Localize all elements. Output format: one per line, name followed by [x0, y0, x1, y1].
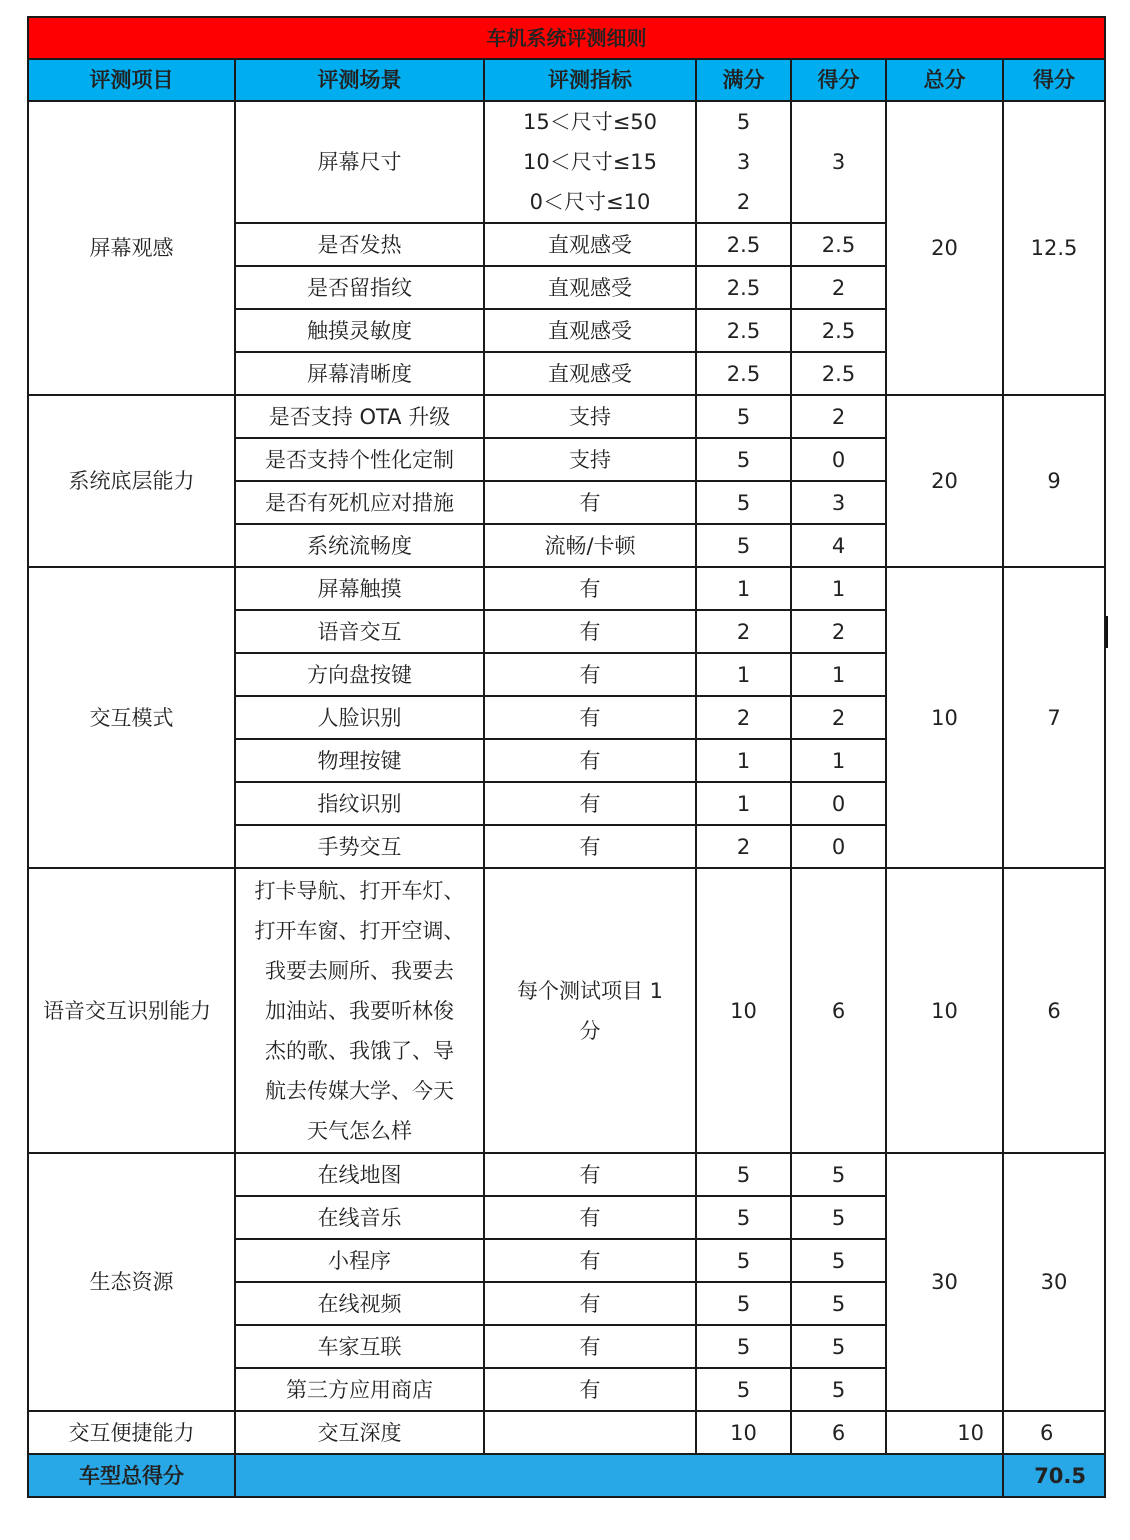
- header-category: 评测项目: [28, 59, 235, 101]
- full-score-cell: 10: [696, 868, 791, 1153]
- indicator-cell: 有: [484, 1239, 696, 1282]
- category-cell: 屏幕观感: [28, 101, 235, 395]
- table-row: [28, 868, 1105, 1153]
- table-row: [28, 101, 1105, 223]
- category-cell: 交互模式: [28, 567, 235, 868]
- group-total-cell: 20: [886, 101, 1003, 395]
- full-score-cell: 10: [696, 1411, 791, 1454]
- full-score-cell: 2: [696, 825, 791, 868]
- indicator-cell: 直观感受: [484, 266, 696, 309]
- evaluation-table: [27, 16, 1106, 1498]
- score-cell: 3: [791, 481, 886, 524]
- scene-line: 打开车窗、打开空调、: [254, 918, 465, 943]
- indicator-line: 0＜尺寸≤10: [529, 190, 651, 214]
- full-score-cell: 2: [696, 610, 791, 653]
- full-score-cell: 5: [696, 1153, 791, 1196]
- scene-cell: 语音交互: [235, 610, 484, 653]
- score-cell: 4: [791, 524, 886, 567]
- full-score-cell: 5: [696, 1239, 791, 1282]
- category-cell: 交互便捷能力: [28, 1411, 235, 1454]
- indicator-cell: 有: [484, 782, 696, 825]
- full-score-cell: 2: [696, 696, 791, 739]
- indicator-cell: 有: [484, 610, 696, 653]
- table-row: [28, 395, 1105, 438]
- indicator-cell: 直观感受: [484, 352, 696, 395]
- scene-cell: 是否支持个性化定制: [235, 438, 484, 481]
- full-score-cell: 2.5: [696, 223, 791, 266]
- scene-cell: 是否留指纹: [235, 266, 484, 309]
- table-row: [28, 1153, 1105, 1196]
- scene-cell: 系统流畅度: [235, 524, 484, 567]
- full-score-line: 2: [736, 190, 751, 214]
- indicator-line: 每个测试项目 1: [516, 978, 664, 1003]
- score-cell: 1: [791, 653, 886, 696]
- score-cell: 6: [791, 1411, 886, 1454]
- full-score-line: 3: [736, 150, 751, 174]
- scene-cell: 在线音乐: [235, 1196, 484, 1239]
- category-text: 语音交互识别能力: [43, 998, 211, 1023]
- score-cell: 5: [791, 1153, 886, 1196]
- full-score-cell: 5: [696, 395, 791, 438]
- full-score-cell: 1: [696, 739, 791, 782]
- score-cell: 2.5: [791, 223, 886, 266]
- score-cell: 0: [791, 438, 886, 481]
- category-cell: 系统底层能力: [28, 395, 235, 567]
- full-score-line: 5: [736, 110, 751, 134]
- total-spacer: [235, 1454, 1003, 1497]
- table-row: [28, 1411, 1105, 1454]
- indicator-cell: 流畅/卡顿: [484, 524, 696, 567]
- scene-cell: [235, 868, 484, 1153]
- full-score-cell: 1: [696, 567, 791, 610]
- full-score-cell: 1: [696, 782, 791, 825]
- score-cell: 2: [791, 266, 886, 309]
- scene-cell: 触摸灵敏度: [235, 309, 484, 352]
- header-row: [28, 59, 1105, 101]
- full-score-cell: 5: [696, 1368, 791, 1411]
- score-cell: 1: [791, 739, 886, 782]
- group-score-cell: 6: [1003, 1411, 1105, 1454]
- indicator-cell: 支持: [484, 438, 696, 481]
- indicator-cell: [484, 868, 696, 1153]
- full-score-cell: 2.5: [696, 266, 791, 309]
- indicator-cell: 有: [484, 1196, 696, 1239]
- score-cell: 2: [791, 610, 886, 653]
- group-total-cell: 30: [886, 1153, 1003, 1411]
- full-score-cell: 5: [696, 481, 791, 524]
- group-score-cell: 30: [1003, 1153, 1105, 1411]
- text-cursor: [1106, 616, 1108, 648]
- category-cell: 生态资源: [28, 1153, 235, 1411]
- scene-cell: 屏幕尺寸: [235, 101, 484, 223]
- score-cell: 5: [791, 1325, 886, 1368]
- scene-cell: 物理按键: [235, 739, 484, 782]
- scene-line: 航去传媒大学、今天: [265, 1078, 454, 1103]
- indicator-line: 分: [579, 1018, 601, 1043]
- scene-cell: 第三方应用商店: [235, 1368, 484, 1411]
- header-scene: 评测场景: [235, 59, 484, 101]
- indicator-cell: 有: [484, 653, 696, 696]
- title-row: [28, 17, 1105, 59]
- scene-cell: 手势交互: [235, 825, 484, 868]
- score-cell: 2.5: [791, 309, 886, 352]
- scene-cell: 小程序: [235, 1239, 484, 1282]
- indicator-cell: 有: [484, 739, 696, 782]
- scene-cell: 是否支持 OTA 升级: [235, 395, 484, 438]
- indicator-cell: 有: [484, 1325, 696, 1368]
- scene-cell: 车家互联: [235, 1325, 484, 1368]
- indicator-line: 15＜尺寸≤50: [522, 110, 658, 134]
- indicator-cell: 有: [484, 1368, 696, 1411]
- table-title: 车机系统评测细则: [28, 17, 1105, 59]
- table-row: [28, 567, 1105, 610]
- group-total-cell: 20: [886, 395, 1003, 567]
- full-score-cell: [696, 101, 791, 223]
- total-value: 70.5: [1003, 1454, 1105, 1497]
- score-cell: 0: [791, 825, 886, 868]
- scene-cell: 指纹识别: [235, 782, 484, 825]
- indicator-cell: 支持: [484, 395, 696, 438]
- scene-line: 杰的歌、我饿了、导: [265, 1038, 454, 1063]
- score-cell: 6: [791, 868, 886, 1153]
- scene-cell: 是否有死机应对措施: [235, 481, 484, 524]
- indicator-cell: [484, 101, 696, 223]
- scene-cell: 在线视频: [235, 1282, 484, 1325]
- scene-cell: 在线地图: [235, 1153, 484, 1196]
- score-cell: 3: [791, 101, 886, 223]
- category-cell: [28, 868, 235, 1153]
- scene-line: 加油站、我要听林俊: [265, 998, 454, 1023]
- score-cell: 1: [791, 567, 886, 610]
- indicator-cell: 有: [484, 825, 696, 868]
- scene-cell: 屏幕触摸: [235, 567, 484, 610]
- group-total-cell: 10: [886, 567, 1003, 868]
- full-score-cell: 5: [696, 524, 791, 567]
- group-score-cell: 9: [1003, 395, 1105, 567]
- full-score-cell: 5: [696, 438, 791, 481]
- header-total-score: 得分: [1003, 59, 1105, 101]
- score-cell: 5: [791, 1368, 886, 1411]
- scene-cell: 是否发热: [235, 223, 484, 266]
- full-score-cell: 5: [696, 1196, 791, 1239]
- score-cell: 5: [791, 1239, 886, 1282]
- scene-cell: 屏幕清晰度: [235, 352, 484, 395]
- indicator-cell: 有: [484, 1282, 696, 1325]
- score-cell: 2: [791, 696, 886, 739]
- indicator-cell: 直观感受: [484, 223, 696, 266]
- group-total-cell: 10: [886, 868, 1003, 1153]
- indicator-cell: [484, 1411, 696, 1454]
- scene-cell: 方向盘按键: [235, 653, 484, 696]
- full-score-cell: 2.5: [696, 309, 791, 352]
- header-full-score: 满分: [696, 59, 791, 101]
- scene-line: 天气怎么样: [307, 1118, 412, 1143]
- group-score-cell: 6: [1003, 868, 1105, 1153]
- group-score-cell: 7: [1003, 567, 1105, 868]
- indicator-cell: 直观感受: [484, 309, 696, 352]
- scene-cell: 交互深度: [235, 1411, 484, 1454]
- scene-line: 我要去厕所、我要去: [265, 958, 454, 983]
- header-score: 得分: [791, 59, 886, 101]
- score-cell: 5: [791, 1196, 886, 1239]
- total-row: [28, 1454, 1105, 1497]
- header-indicator: 评测指标: [484, 59, 696, 101]
- total-label: 车型总得分: [28, 1454, 235, 1497]
- score-cell: 0: [791, 782, 886, 825]
- scene-line: 打卡导航、打开车灯、: [254, 878, 465, 903]
- indicator-line: 10＜尺寸≤15: [522, 150, 658, 174]
- score-cell: 5: [791, 1282, 886, 1325]
- indicator-cell: 有: [484, 1153, 696, 1196]
- full-score-cell: 5: [696, 1325, 791, 1368]
- indicator-cell: 有: [484, 696, 696, 739]
- full-score-cell: 1: [696, 653, 791, 696]
- group-score-cell: 12.5: [1003, 101, 1105, 395]
- scene-cell: 人脸识别: [235, 696, 484, 739]
- header-total: 总分: [886, 59, 1003, 101]
- full-score-cell: 2.5: [696, 352, 791, 395]
- group-total-cell: 10: [886, 1411, 1003, 1454]
- indicator-cell: 有: [484, 567, 696, 610]
- score-cell: 2.5: [791, 352, 886, 395]
- full-score-cell: 5: [696, 1282, 791, 1325]
- score-cell: 2: [791, 395, 886, 438]
- indicator-cell: 有: [484, 481, 696, 524]
